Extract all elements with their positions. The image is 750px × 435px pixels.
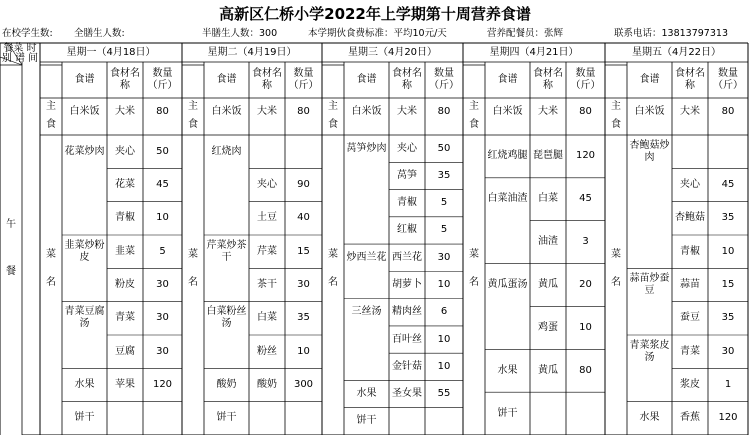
dish-menu: 芹菜炒茶干 [206, 239, 247, 263]
dish-qty: 6 [440, 306, 448, 318]
dish-ingredient: 蚕豆 [680, 312, 700, 324]
fee-standard: 本学期伙食费标准：平均10元/天 [308, 28, 447, 39]
dish-ingredient: 夹心 [257, 178, 277, 190]
dish-ingredient [249, 402, 285, 435]
dish-qty: 40 [297, 212, 310, 224]
dish-qty: 300 [293, 378, 314, 390]
staple-ingredient: 大米 [115, 105, 135, 117]
staple-label-bottom: 食 [188, 119, 198, 130]
dish-qty [143, 402, 182, 435]
dish-menu [62, 168, 107, 201]
staple-qty: 80 [579, 105, 592, 117]
dish-qty: 5 [440, 224, 448, 236]
staple-qty: 80 [437, 105, 451, 117]
dish-ingredient: 油渣 [538, 236, 558, 248]
dish-ingredient: 夹心 [115, 145, 135, 157]
dish-ingredient: 白菜 [538, 193, 558, 205]
dish-menu [204, 168, 249, 201]
staple-menu: 白米饭 [492, 105, 523, 117]
dish-ingredient: 圣女果 [392, 388, 422, 400]
staple-label-top: 主 [328, 100, 338, 112]
dish-menu [485, 221, 530, 264]
column-menu: 食谱 [639, 74, 660, 85]
dish-menu [204, 202, 249, 235]
dish-menu [344, 190, 389, 217]
dish-label-bottom: 名 [46, 277, 56, 288]
dish-ingredient [107, 402, 143, 435]
dish-qty: 5 [440, 197, 448, 209]
dish-qty: 15 [297, 245, 310, 257]
column-qty: 数量（斤） [147, 68, 178, 91]
dish-menu [485, 306, 530, 349]
staple-menu: 白米饭 [69, 105, 100, 117]
dish-ingredient [530, 392, 566, 435]
dietitian: 营养配餐员：张辉 [487, 28, 564, 39]
dish-qty: 120 [575, 150, 596, 162]
dish-ingredient: 黄瓜 [538, 278, 558, 290]
dish-menu [204, 268, 249, 301]
corner-top-label: 餐菜 时 [3, 43, 37, 54]
dish-menu [627, 202, 672, 235]
dish-ingredient: 杏鲍菇 [675, 212, 705, 224]
dish-label-bottom: 名 [611, 277, 621, 288]
dish-qty: 120 [152, 378, 173, 390]
dish-qty: 35 [437, 169, 451, 181]
staple-label-bottom: 食 [469, 119, 479, 130]
dish-qty: 45 [721, 178, 735, 190]
dish-qty: 80 [579, 364, 592, 376]
dish-qty: 45 [156, 178, 169, 190]
students-count: 在校学生数: [2, 28, 53, 39]
dish-ingredient: 土豆 [257, 212, 277, 224]
dish-ingredient: 香蕉 [680, 412, 700, 424]
dish-menu [344, 326, 389, 353]
dish-menu [627, 368, 672, 401]
dish-menu: 青菜浆皮汤 [629, 339, 670, 363]
dish-menu: 花菜炒肉 [64, 145, 105, 157]
dish-ingredient: 鸡蛋 [538, 321, 558, 333]
dish-menu: 酸奶 [216, 378, 237, 390]
staple-ingredient: 大米 [257, 105, 277, 117]
staple-label-top: 主 [611, 100, 621, 112]
dish-label-top: 菜 [469, 249, 479, 260]
dish-ingredient: 青菜 [680, 345, 700, 357]
dish-ingredient: 青椒 [115, 212, 135, 224]
dish-ingredient: 韭菜 [115, 245, 135, 257]
dish-ingredient: 粉皮 [115, 278, 135, 290]
dish-qty: 15 [721, 278, 735, 290]
dish-ingredient: 精肉丝 [392, 306, 422, 318]
dish-qty [285, 135, 322, 168]
staple-label-bottom: 食 [328, 119, 338, 130]
dish-menu [627, 168, 672, 201]
dish-qty: 10 [579, 321, 592, 333]
staple-qty: 80 [297, 105, 310, 117]
dish-menu: 水果 [497, 364, 518, 376]
page-title: 高新区仁桥小学2022年上学期第十周营养食谱 [219, 5, 531, 23]
dish-qty: 10 [437, 360, 451, 372]
dish-qty: 50 [156, 145, 169, 157]
dish-menu: 黄瓜蛋汤 [487, 278, 528, 290]
dish-menu: 青菜豆腐汤 [64, 306, 105, 330]
dish-qty [425, 408, 463, 435]
day-header-4: 星期四（4月21日） [489, 46, 579, 58]
dish-menu [204, 335, 249, 368]
column-qty: 数量（斤） [288, 68, 319, 91]
dish-label-bottom: 名 [469, 277, 479, 288]
staple-label-top: 主 [46, 100, 56, 112]
dish-ingredient: 胡萝卜 [392, 278, 422, 290]
staple-qty: 80 [721, 105, 735, 117]
day-header-1: 星期一（4月18日） [66, 46, 156, 58]
dish-ingredient: 青菜 [115, 312, 135, 324]
dish-menu: 水果 [74, 378, 95, 390]
dish-qty: 120 [718, 412, 738, 424]
dish-ingredient: 夹心 [680, 178, 700, 190]
staple-ingredient: 大米 [538, 105, 558, 117]
dish-qty: 30 [721, 345, 735, 357]
dish-menu: 蒜苗炒蚕豆 [629, 272, 670, 296]
dish-ingredient: 西兰花 [392, 251, 422, 263]
staple-menu: 白米饭 [634, 105, 665, 117]
dish-qty: 3 [582, 236, 589, 248]
corner-bottom-label: 别 谱 间 [1, 53, 39, 64]
column-menu: 食谱 [356, 74, 377, 85]
contact-phone: 联系电话：13813797313 [614, 28, 728, 39]
dish-ingredient: 蒜苗 [680, 278, 700, 290]
dish-qty [285, 402, 322, 435]
dish-qty: 10 [297, 345, 310, 357]
dish-qty: 55 [437, 388, 451, 400]
dish-menu: 白菜粉丝汤 [206, 306, 247, 330]
dish-menu [627, 302, 672, 335]
dish-menu [344, 271, 389, 298]
dish-ingredient: 红椒 [397, 224, 417, 236]
dish-qty: 30 [437, 251, 451, 263]
dish-qty: 5 [159, 245, 166, 257]
dish-qty: 35 [721, 212, 735, 224]
dish-menu: 饼干 [74, 412, 95, 424]
staple-label-top: 主 [188, 100, 198, 112]
dish-ingredient: 酸奶 [257, 378, 277, 390]
dish-qty: 90 [297, 178, 310, 190]
dish-ingredient: 金针菇 [392, 360, 422, 372]
dish-menu [62, 268, 107, 301]
dish-ingredient: 白菜 [257, 312, 277, 324]
meal-label-top: 午 [6, 219, 16, 230]
dish-ingredient: 花菜 [115, 178, 135, 190]
dish-menu: 炒西兰花 [346, 251, 387, 263]
dish-qty: 1 [724, 378, 732, 390]
column-menu: 食谱 [216, 74, 237, 85]
column-qty: 数量（斤） [713, 68, 743, 91]
dish-ingredient: 茶干 [257, 278, 277, 290]
day-header-3: 星期三（4月20日） [347, 46, 438, 58]
dish-qty [566, 392, 605, 435]
dish-ingredient [249, 135, 285, 168]
staple-label-bottom: 食 [46, 119, 56, 130]
dish-label-top: 菜 [188, 249, 198, 260]
staple-menu: 白米饭 [211, 105, 242, 117]
column-ingredient: 食材名称 [392, 68, 422, 91]
dish-label-bottom: 名 [188, 277, 198, 288]
staple-qty: 80 [156, 105, 169, 117]
dish-menu [627, 235, 672, 268]
dish-qty: 20 [579, 278, 592, 290]
dish-menu: 莴笋炒肉 [346, 142, 387, 154]
dish-menu: 白菜油渣 [487, 193, 528, 205]
dish-label-top: 菜 [611, 249, 621, 260]
dish-qty: 10 [437, 278, 451, 290]
column-ingredient: 食材名称 [252, 68, 282, 91]
dish-ingredient: 芹菜 [257, 245, 277, 257]
dish-qty: 10 [156, 212, 169, 224]
dish-ingredient: 百叶丝 [392, 333, 422, 345]
dish-qty: 30 [156, 345, 169, 357]
day-header-5: 星期五（4月22日） [631, 46, 722, 58]
dish-qty: 10 [721, 245, 735, 257]
column-qty: 数量（斤） [429, 68, 459, 91]
dish-ingredient [389, 408, 425, 435]
dish-menu [62, 202, 107, 235]
dish-ingredient: 粉丝 [257, 345, 277, 357]
staple-label-bottom: 食 [611, 119, 621, 130]
dish-menu [344, 217, 389, 244]
staple-menu: 白米饭 [351, 105, 382, 117]
dish-menu: 三丝汤 [351, 306, 382, 318]
meal-label-bottom: 餐 [6, 266, 16, 277]
staple-label-top: 主 [469, 100, 479, 112]
column-ingredient: 食材名称 [675, 68, 705, 91]
dish-menu: 杏鲍菇炒肉 [629, 139, 670, 163]
full-board-count: 全膳生人数: [74, 28, 125, 39]
dish-ingredient: 琵琶腿 [533, 150, 563, 162]
dish-menu: 饼干 [216, 412, 237, 424]
dish-label-top: 菜 [328, 249, 338, 260]
dish-menu [344, 353, 389, 380]
column-ingredient: 食材名称 [110, 68, 140, 91]
dish-qty: 30 [297, 278, 310, 290]
dish-menu: 饼干 [497, 407, 518, 419]
dish-ingredient: 黄瓜 [538, 364, 558, 376]
dish-qty: 35 [721, 312, 735, 324]
half-board-count: 半膳生人数：300 [202, 28, 278, 39]
dish-ingredient: 夹心 [397, 142, 417, 154]
dish-qty [708, 135, 748, 168]
column-qty: 数量（斤） [570, 68, 601, 91]
dish-menu: 红烧鸡腿 [487, 150, 528, 162]
column-ingredient: 食材名称 [533, 68, 563, 91]
dish-ingredient: 青椒 [397, 197, 417, 209]
staple-ingredient: 大米 [397, 105, 417, 117]
dish-menu: 水果 [639, 412, 660, 424]
dish-menu: 水果 [356, 388, 377, 400]
dish-ingredient [672, 135, 708, 168]
dish-qty: 50 [437, 142, 451, 154]
dish-label-top: 菜 [46, 249, 56, 260]
dish-ingredient: 浆皮 [680, 378, 700, 390]
staple-ingredient: 大米 [680, 105, 700, 117]
dish-ingredient: 豆腐 [115, 345, 135, 357]
dish-menu: 饼干 [356, 415, 377, 427]
column-menu: 食谱 [74, 74, 95, 85]
dish-qty: 10 [437, 333, 451, 345]
dish-ingredient: 苹果 [115, 378, 135, 390]
dish-qty: 30 [156, 278, 169, 290]
dish-menu: 韭菜炒粉皮 [64, 239, 105, 263]
dish-qty: 35 [297, 312, 310, 324]
dish-ingredient: 青椒 [680, 245, 700, 257]
dish-menu [344, 162, 389, 189]
column-menu: 食谱 [497, 74, 518, 85]
dish-qty: 30 [156, 312, 169, 324]
dish-ingredient: 莴笋 [397, 169, 417, 181]
dish-menu [62, 335, 107, 368]
day-header-2: 星期二（4月19日） [207, 46, 297, 58]
dish-menu: 红烧肉 [211, 145, 242, 157]
dish-qty: 45 [579, 193, 592, 205]
dish-label-bottom: 名 [328, 277, 338, 288]
